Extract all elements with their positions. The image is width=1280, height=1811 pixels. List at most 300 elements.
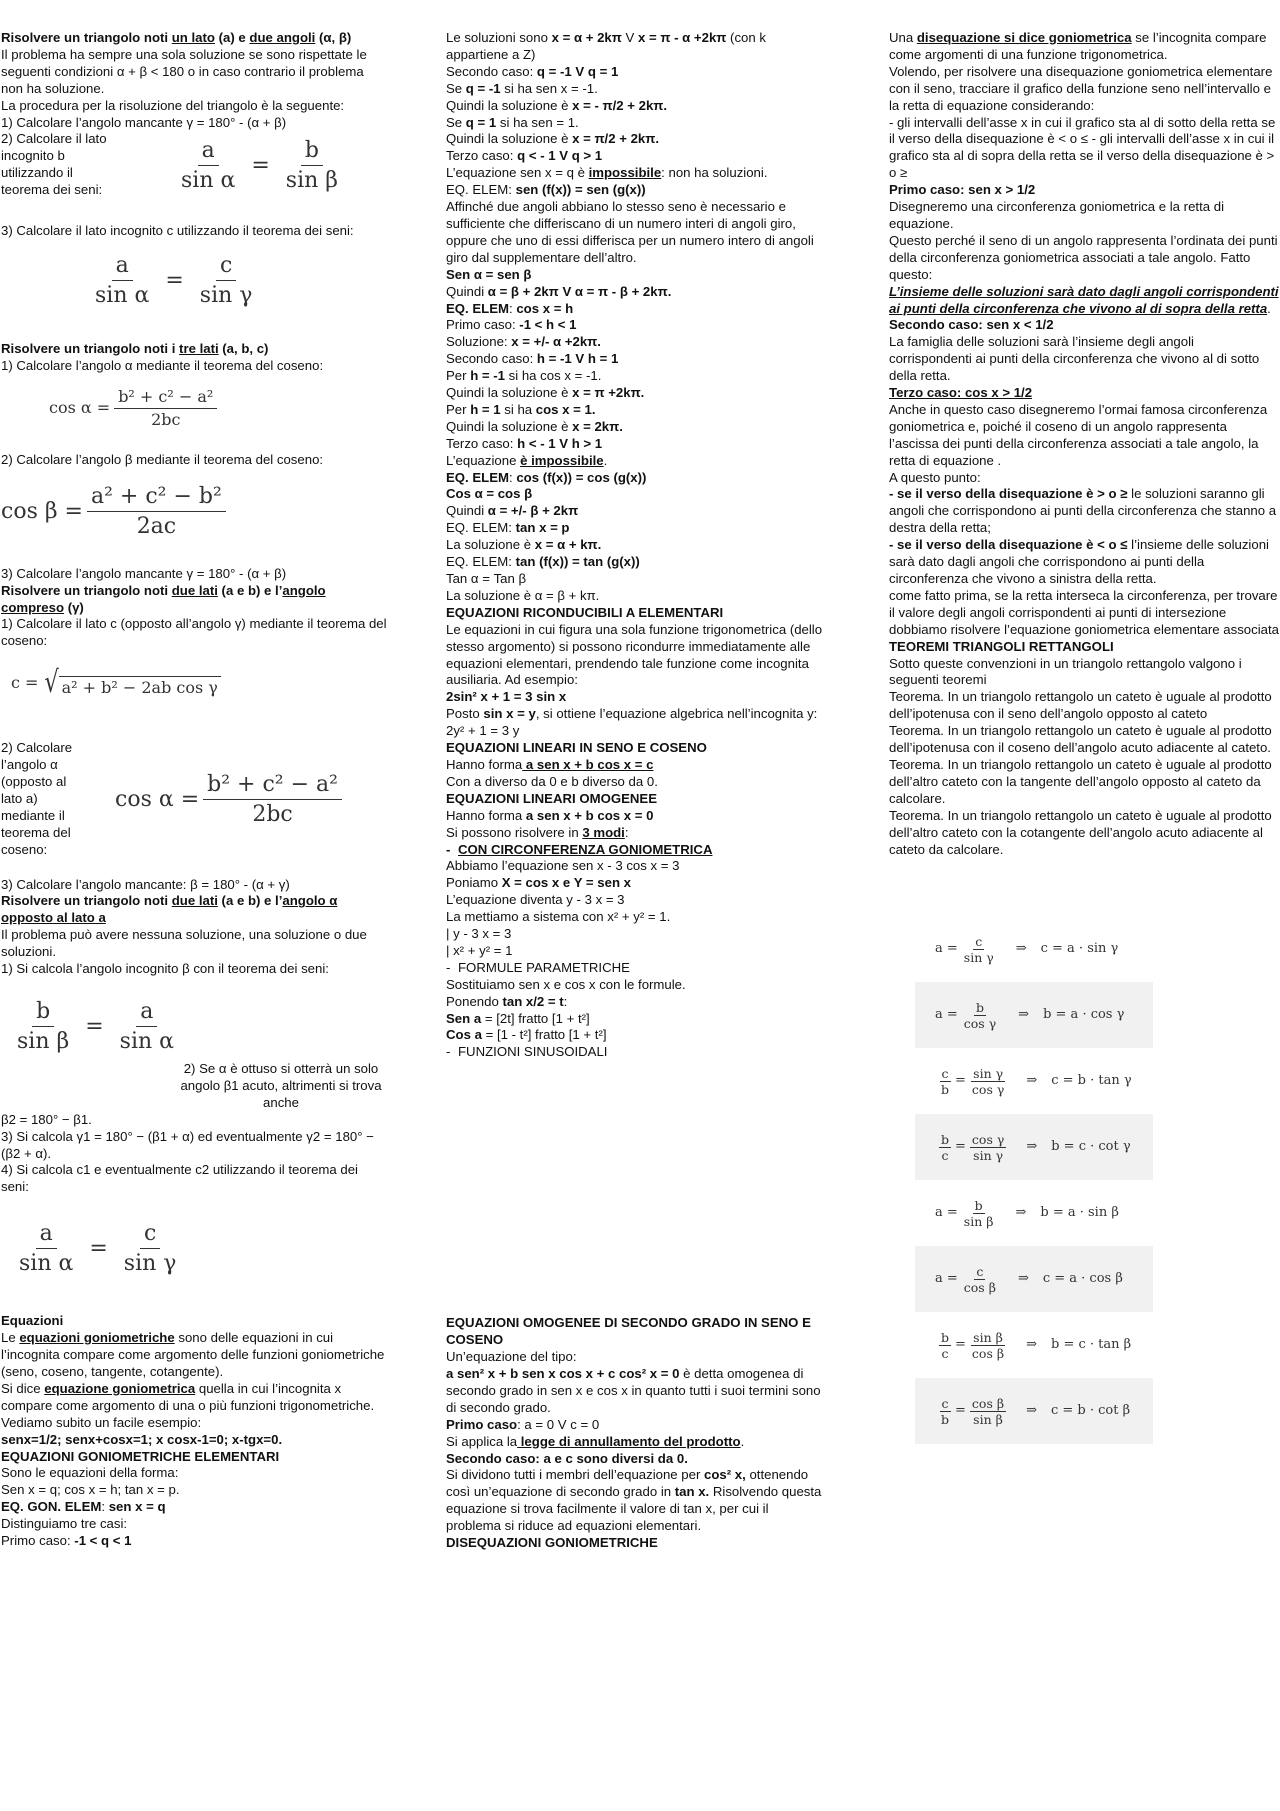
- text: = [1 - t²] fratto [1 + t²]: [481, 1027, 607, 1043]
- paragraph: Questo perché il seno di un angolo rappresenta l’ordinata dei punti della circonferenza goniometrica associati a tale angolo. Fatto questo:: [889, 232, 1278, 282]
- paragraph: [1, 1381, 389, 1432]
- text: EQ. ELEM:: [446, 520, 516, 536]
- paragraph: [446, 64, 826, 81]
- numerator: c: [975, 933, 983, 949]
- text: V: [621, 30, 638, 45]
- text: un lato: [171, 30, 215, 45]
- denominator: sin β: [285, 167, 339, 193]
- text: La soluzione è: [446, 537, 535, 553]
- paragraph: [1, 1533, 389, 1550]
- paragraph: Teorema. In un triangolo rettangolo un cateto è uguale al prodotto dell’altro cateto con la cotangente dell’angolo acuto adiacente al cateto da calcolare.: [889, 807, 1272, 857]
- paragraph: 3) Si calcola γ1 = 180° − (β1 + α) ed eventualmente γ2 = 180° − (β2 + α).: [1, 1128, 374, 1161]
- numerator: a: [198, 137, 219, 166]
- denominator: sin α: [19, 1251, 74, 1277]
- numerator: cos β: [971, 1395, 1005, 1411]
- fraction: [962, 1198, 996, 1229]
- paragraph: 2) Calcolare l’angolo α (opposto al lato a) mediante il teorema del coseno:: [1, 740, 73, 857]
- rhs: b = c · tan β: [1050, 1336, 1132, 1352]
- paragraph: Secondo caso: sen x < 1/2: [889, 317, 1054, 333]
- equals: =: [955, 1072, 966, 1088]
- text: ottenendo così un’equazione di secondo grado in: [446, 1467, 809, 1500]
- paragraph: Affinché due angoli abbiano lo stesso seno è necessario e sufficiente che differiscano di un numero interi di angoli giro, oppure che uno di essi differisca per un numero intero di angoli giro dal supplementare dell’altro.: [446, 199, 814, 265]
- text: impossibile: [588, 165, 662, 181]
- paragraph: β2 = 180° − β1.: [1, 1111, 92, 1127]
- fraction: [970, 1066, 1006, 1097]
- denominator: sin β: [17, 1029, 70, 1054]
- denominator: sin α: [95, 282, 150, 308]
- section-title: [1, 341, 389, 358]
- step-with-formula: [1, 740, 389, 858]
- text: Si dividono tutti i membri dell’equazione per: [446, 1467, 705, 1483]
- law-of-sines-formula: [11, 1220, 389, 1277]
- text: sen x = q: [108, 1499, 166, 1515]
- denominator: c: [941, 1345, 949, 1361]
- text: Terzo caso:: [446, 148, 518, 164]
- numerator: b: [301, 137, 323, 166]
- text: equazione goniometrica: [44, 1380, 196, 1396]
- section-title: EQUAZIONI OMOGENEE DI SECONDO GRADO IN SENO E COSENO: [446, 1315, 811, 1348]
- text: Risolvere un triangolo noti: [1, 30, 172, 45]
- text: x = α + kπ.: [534, 537, 602, 553]
- text: Ponendo: [446, 993, 503, 1009]
- text: EQ. ELEM: [446, 469, 510, 485]
- rhs: b = a · cos γ: [1043, 1006, 1125, 1022]
- step-with-formula: [1, 998, 389, 1055]
- implies-arrow: ⇒: [1017, 1270, 1029, 1286]
- denominator: sin γ: [199, 282, 253, 308]
- text: .: [740, 1433, 745, 1449]
- text: Soluzione:: [446, 334, 512, 350]
- text: Se: [446, 80, 466, 96]
- lhs: a =: [935, 1270, 958, 1286]
- law-of-sines-formula: [173, 137, 346, 194]
- paragraph: La mettiamo a sistema con x² + y² = 1.: [446, 909, 671, 925]
- text: :: [509, 469, 517, 485]
- step-with-formula: [1, 131, 389, 199]
- lhs-fraction: [939, 1066, 951, 1097]
- paragraph: 2) Calcolare il lato incognito b utilizzando il teorema dei seni:: [1, 131, 107, 198]
- text: tan x.: [674, 1484, 710, 1500]
- denominator: sin α: [181, 167, 236, 193]
- text: a sen x + b cos x = 0: [525, 807, 654, 823]
- fraction: [970, 1330, 1006, 1361]
- paragraph: Volendo, per risolvere una disequazione goniometrica elementare con il seno, tracciare il grafico della funzione seno nell’intervallo e la retta di equazione considerando:: [889, 63, 1273, 113]
- paragraph: 2sin² x + 1 = 3 sin x: [446, 689, 567, 705]
- paragraph: [446, 554, 826, 571]
- text: Quindi: [446, 503, 488, 519]
- text: EQ. ELEM:: [446, 182, 516, 198]
- carnot-formula: [11, 665, 389, 701]
- paragraph: [889, 486, 1279, 537]
- numerator: a: [36, 1220, 57, 1249]
- paragraph: [446, 1011, 826, 1028]
- lhs: cos α =: [115, 786, 200, 812]
- text: : non ha soluzioni.: [661, 165, 768, 181]
- text: : a = 0 V c = 0: [517, 1416, 600, 1432]
- paragraph: 3) Calcolare il lato incognito c utilizzando il teorema dei seni:: [1, 223, 354, 239]
- paragraph: [446, 419, 826, 436]
- equals: =: [955, 1138, 966, 1154]
- text: (a) e: [214, 30, 250, 45]
- lhs: cos α =: [49, 398, 111, 418]
- paragraph: [446, 182, 826, 199]
- paragraph: [446, 757, 826, 774]
- paragraph: [446, 385, 826, 402]
- denominator: 2ac: [136, 513, 177, 539]
- text: Una: [889, 30, 917, 45]
- paragraph: | x² + y² = 1: [446, 942, 513, 958]
- paragraph: 1) Si calcola l’angolo incognito β con il teorema dei seni:: [1, 961, 329, 977]
- paragraph: Distinguiamo tre casi:: [1, 1516, 128, 1532]
- equals: =: [165, 267, 184, 293]
- text: Si applica la: [446, 1433, 518, 1449]
- equals: =: [955, 1402, 966, 1418]
- text: :: [101, 1499, 109, 1515]
- text: FORMULE PARAMETRICHE: [458, 959, 630, 975]
- fraction: [970, 1396, 1006, 1427]
- section-title: EQUAZIONI LINEARI IN SENO E COSENO: [446, 740, 707, 756]
- formula-row: [915, 1048, 1153, 1114]
- section-title: Equazioni: [1, 1313, 64, 1329]
- text: a sen² x + b sen x cos x + c cos² x = 0: [446, 1366, 680, 1381]
- text: Posto: [446, 706, 484, 722]
- equals: =: [85, 1014, 104, 1039]
- text: Terzo caso:: [446, 435, 518, 451]
- bullet: -: [446, 959, 451, 975]
- bullet: -: [446, 1044, 451, 1060]
- paragraph: [446, 115, 826, 132]
- lhs: a =: [935, 1204, 958, 1220]
- text: (a e b) e l’: [217, 893, 283, 909]
- paragraph: Teorema. In un triangolo rettangolo un cateto è uguale al prodotto dell’ipotenusa con il seno dell’angolo opposto al cateto: [889, 689, 1272, 722]
- paragraph: [446, 301, 826, 318]
- text: sono delle equazioni in cui l’incognita compare come argomento delle funzioni goniometriche (seno, coseno, tangente, cotangente).: [1, 1330, 385, 1379]
- lhs: a =: [935, 1006, 958, 1022]
- paragraph: Sono le equazioni della forma:: [1, 1465, 179, 1481]
- text: (γ): [64, 599, 84, 615]
- paragraph: Primo caso: sen x > 1/2: [889, 182, 1036, 198]
- rhs: c = b · cot β: [1050, 1402, 1131, 1418]
- paragraph: [446, 30, 826, 64]
- paragraph: - gli intervalli dell’asse x in cui il grafico sta al di sotto della retta se il verso della disequazione è < o ≤ - gli intervalli dell’asse x in cui il grafico sta al di sopra della retta se il verso della disequazione è > o ≥: [889, 114, 1276, 181]
- paragraph: [446, 1366, 826, 1417]
- fraction: [962, 1000, 998, 1031]
- paragraph: Secondo caso: a e c sono diversi da 0.: [446, 1450, 688, 1466]
- column-2: [446, 30, 826, 1552]
- paragraph: 2y² + 1 = 3 y: [446, 723, 520, 739]
- text: h = -1 V h = 1: [536, 351, 619, 367]
- text: Primo caso:: [446, 317, 520, 333]
- column-3: [889, 30, 1279, 1444]
- formula-row: [915, 1312, 1153, 1378]
- column-1: [1, 30, 389, 1550]
- text: due lati: [171, 582, 218, 598]
- text: Risolvendo questa equazione si trova facilmente il valore di tan x, per cui il problema si riduce ad equazioni elementari.: [446, 1484, 822, 1534]
- text: Quindi la soluzione è: [446, 385, 573, 401]
- text: (a, b, c): [218, 340, 269, 356]
- text: x = α + 2kπ: [551, 30, 622, 45]
- rhs: b = a · sin β: [1040, 1204, 1119, 1220]
- paragraph: [446, 368, 826, 385]
- paragraph: [446, 436, 826, 453]
- text: - se il verso della disequazione è < o ≤: [889, 537, 1128, 553]
- rhs: c = b · tan γ: [1051, 1072, 1132, 1088]
- text: x = π +2kπ.: [572, 385, 645, 401]
- text: tan x = p: [515, 520, 570, 536]
- denominator: sin α: [119, 1029, 175, 1054]
- text: Si possono risolvere in: [446, 824, 583, 840]
- formula-row: [915, 1114, 1153, 1180]
- lhs: c =: [11, 673, 39, 693]
- denominator: cos γ: [971, 1081, 1005, 1097]
- radicand: a² + b² − 2ab cos γ: [59, 676, 221, 698]
- paragraph: [446, 808, 826, 825]
- paragraph: [446, 470, 826, 487]
- paragraph: senx=1/2; senx+cosx=1; x cosx-1=0; x-tgx=0.: [1, 1431, 283, 1447]
- paragraph: [446, 825, 826, 842]
- text: si ha: [500, 401, 536, 417]
- paragraph: Con a diverso da 0 e b diverso da 0.: [446, 773, 658, 789]
- denominator: cos γ: [963, 1015, 997, 1031]
- text: è impossibile: [520, 452, 604, 468]
- text: due angoli: [249, 30, 316, 45]
- lhs: cos β =: [1, 498, 83, 524]
- numerator: c: [941, 1065, 949, 1081]
- paragraph: Il problema può avere nessuna soluzione, una soluzione o due soluzioni.: [1, 927, 367, 960]
- implies-arrow: ⇒: [1015, 1204, 1027, 1220]
- denominator: sin β: [973, 1411, 1003, 1427]
- text: equazioni goniometriche: [19, 1330, 175, 1346]
- paragraph: [446, 1434, 826, 1451]
- text: L’equazione sen x = q è: [446, 165, 589, 181]
- lhs: a =: [935, 940, 958, 956]
- text: q = -1 V q = 1: [536, 63, 619, 79]
- implies-arrow: ⇒: [1026, 1072, 1038, 1088]
- text: Poniamo: [446, 875, 502, 891]
- text: cos (f(x)) = cos (g(x)): [516, 469, 647, 485]
- denominator: sin γ: [963, 949, 994, 965]
- paragraph: Il problema ha sempre una sola soluzione se sono rispettate le seguenti condizioni α + β < 180 o in caso contrario il problema non ha soluzione.: [1, 46, 367, 96]
- paragraph: [446, 520, 826, 537]
- section-title: EQUAZIONI RICONDUCIBILI A ELEMENTARI: [446, 604, 724, 620]
- paragraph: come fatto prima, se la retta interseca la circonferenza, per trovare il valore degli angoli corrispondenti ai punti di intersezione dobbiamo risolvere l’equazione goniometrica elementare associata: [889, 587, 1279, 637]
- text: tan x/2 = t: [502, 993, 564, 1009]
- paragraph: [446, 148, 826, 165]
- numerator: b: [32, 998, 54, 1027]
- numerator: c: [941, 1395, 949, 1411]
- text: Le soluzioni sono: [446, 30, 552, 45]
- paragraph: 1) Calcolare il lato c (opposto all’angolo γ) mediante il teorema del coseno:: [1, 616, 387, 649]
- text: X = cos x e Y = sen x: [501, 875, 631, 891]
- text: α = β + 2kπ V α = π - β + 2kπ.: [487, 283, 672, 299]
- text: .: [1267, 300, 1271, 316]
- text: 3 modi: [582, 824, 625, 840]
- paragraph: A questo punto:: [889, 469, 981, 485]
- text: q = -1: [465, 80, 501, 96]
- numerator: sin β: [973, 1329, 1003, 1345]
- paragraph: [446, 98, 826, 115]
- numerator: a: [136, 998, 157, 1027]
- text: l’insieme delle soluzioni sarà dato dagli angoli che corrispondono ai punti della circonferenza che vivono a sinistra della retta.: [889, 537, 1269, 586]
- paragraph: [446, 994, 826, 1011]
- text: Le: [1, 1330, 20, 1346]
- text: Per: [446, 368, 471, 384]
- denominator: b: [941, 1411, 950, 1427]
- text: angolo compreso: [1, 582, 326, 615]
- implies-arrow: ⇒: [1026, 1138, 1038, 1154]
- text: angolo α opposto al lato a: [1, 893, 338, 926]
- section-title: EQUAZIONI GONIOMETRICHE ELEMENTARI: [1, 1448, 280, 1464]
- law-of-cosines-formula: [1, 483, 389, 540]
- list-item: [446, 960, 826, 977]
- denominator: 2bc: [151, 409, 181, 429]
- formula-row: [915, 1378, 1153, 1444]
- paragraph: [446, 284, 826, 301]
- text: (a e b) e l’: [217, 582, 283, 598]
- text: Primo caso:: [1, 1533, 75, 1549]
- text: Quindi: [446, 283, 488, 299]
- paragraph: Terzo caso: cos x > 1/2: [889, 385, 1033, 401]
- paragraph: Sostituiamo sen x e cos x con le formule.: [446, 976, 686, 992]
- text: Risolvere un triangolo noti i: [1, 340, 180, 356]
- text: - se il verso della disequazione è > o ≥: [889, 486, 1128, 502]
- text: Per: [446, 401, 471, 417]
- paragraph: [446, 1417, 826, 1434]
- text: si ha sen = 1.: [496, 114, 579, 130]
- paragraph: [446, 131, 826, 148]
- text: x = +/- α +2kπ.: [511, 334, 601, 350]
- paragraph: La famiglia delle soluzioni sarà l’insieme degli angoli corrispondenti ai punti della circonferenza che vivono al di sotto della retta.: [889, 334, 1260, 384]
- paragraph: 4) Si calcola c1 e eventualmente c2 utilizzando il teorema dei seni:: [1, 1162, 358, 1195]
- paragraph: [1, 1330, 389, 1381]
- text: sen (f(x)) = sen (g(x)): [515, 182, 646, 198]
- section-title: [1, 893, 389, 927]
- fraction: [962, 934, 996, 965]
- numerator: c: [216, 252, 236, 281]
- lhs-fraction: [939, 1396, 951, 1427]
- text: EQ. GON. ELEM: [1, 1499, 102, 1515]
- paragraph: [446, 875, 826, 892]
- paragraph: Sen α = sen β: [446, 266, 532, 282]
- text: = [2t] fratto [1 + t²]: [481, 1010, 590, 1026]
- rhs: c = a · sin γ: [1040, 940, 1119, 956]
- formula-row: [915, 1180, 1153, 1246]
- text: x = 2kπ.: [572, 418, 623, 434]
- numerator: sin γ: [973, 1065, 1004, 1081]
- text: :: [509, 300, 517, 316]
- text: Secondo caso:: [446, 63, 537, 79]
- paragraph: [446, 402, 826, 419]
- text: L’insieme delle soluzioni sarà dato dagli angoli corrispondenti ai punti della circonferenza che vivono al di sopra della retta: [889, 283, 1279, 316]
- text: Risolvere un triangolo noti: [1, 582, 172, 598]
- text: -1 < h < 1: [519, 317, 577, 333]
- numerator: a² + c² − b²: [87, 483, 226, 512]
- text: .: [603, 452, 608, 468]
- sqrt-symbol: √: [44, 665, 60, 701]
- text: FUNZIONI SINUSOIDALI: [458, 1044, 608, 1060]
- right-triangle-formulas: [915, 916, 1153, 1444]
- text: :: [624, 824, 629, 840]
- denominator: b: [941, 1081, 950, 1097]
- text: disequazione si dice goniometrica: [916, 30, 1132, 45]
- numerator: b: [975, 999, 984, 1015]
- paragraph: [889, 537, 1279, 588]
- paragraph: 2) Calcolare l’angolo β mediante il teorema del coseno:: [1, 451, 324, 467]
- text: Primo caso: [446, 1416, 518, 1432]
- list-item: [446, 1044, 826, 1061]
- law-of-cosines-formula: [115, 771, 346, 828]
- paragraph: [446, 81, 826, 98]
- paragraph: Abbiamo l’equazione sen x - 3 cos x = 3: [446, 858, 680, 874]
- paragraph: Sotto queste convenzioni in un triangolo rettangolo valgono i seguenti teoremi: [889, 655, 1242, 688]
- implies-arrow: ⇒: [1026, 1336, 1037, 1352]
- section-title: [1, 30, 389, 47]
- numerator: a: [112, 252, 133, 281]
- section-title: DISEQUAZIONI GONIOMETRICHE: [446, 1535, 658, 1551]
- text: x = - π/2 + 2kπ.: [572, 97, 668, 113]
- fraction: [962, 1264, 998, 1295]
- paragraph: Disegneremo una circonferenza goniometrica e la retta di equazione.: [889, 199, 1224, 231]
- text: L’equazione: [446, 452, 521, 468]
- text: q = 1: [465, 114, 497, 130]
- text: Secondo caso:: [446, 351, 537, 367]
- text: h = -1: [470, 368, 505, 384]
- denominator: c: [941, 1147, 949, 1163]
- section-title: TEOREMI TRIANGOLI RETTANGOLI: [889, 638, 1114, 654]
- equals: =: [89, 1236, 108, 1262]
- paragraph: | y - 3 x = 3: [446, 926, 512, 942]
- numerator: c: [140, 1220, 160, 1249]
- text: Cos a: [446, 1027, 482, 1043]
- paragraph: Un’equazione del tipo:: [446, 1349, 577, 1365]
- text: α = +/- β + 2kπ: [487, 503, 579, 519]
- text: se l’incognita compare come argomenti di una funzione trigonometrica.: [889, 30, 1267, 62]
- text: q < - 1 V q > 1: [517, 148, 603, 164]
- formula-row: [915, 916, 1153, 982]
- numerator: c: [976, 1263, 984, 1279]
- formula-row: [915, 1246, 1153, 1312]
- formula-row: [915, 982, 1153, 1048]
- paragraph: [446, 453, 826, 470]
- paragraph: [889, 284, 1279, 318]
- law-of-sines-formula: [9, 998, 182, 1055]
- text: Se: [446, 114, 466, 130]
- implies-arrow: ⇒: [1026, 1402, 1037, 1418]
- paragraph: Teorema. In un triangolo rettangolo un cateto è uguale al prodotto dell’ipotenusa con il coseno dell’angolo acuto adiacente al cateto.: [889, 723, 1272, 756]
- paragraph: Sen x = q; cos x = h; tan x = p.: [1, 1482, 180, 1498]
- text: , si ottiene l’equazione algebrica nell’incognita y:: [535, 706, 818, 722]
- text: Quindi la soluzione è: [446, 131, 573, 147]
- paragraph: La soluzione è α = β + kπ.: [446, 587, 600, 603]
- paragraph: L’equazione diventa y - 3 x = 3: [446, 892, 625, 908]
- text: -1 < q < 1: [74, 1533, 132, 1549]
- numerator: b: [974, 1197, 983, 1213]
- denominator: cos β: [963, 1279, 996, 1295]
- text: le soluzioni saranno gli angoli che corrispondono ai punti della circonferenza che stanno a destra della retta;: [889, 486, 1277, 536]
- lhs-fraction: [939, 1132, 951, 1163]
- text: h = 1: [470, 401, 501, 417]
- text: due lati: [171, 893, 218, 909]
- numerator: b: [941, 1131, 950, 1147]
- text: Hanno forma: [446, 756, 523, 772]
- paragraph: Tan α = Tan β: [446, 571, 527, 586]
- paragraph: [446, 1467, 826, 1535]
- denominator: sin β: [963, 1213, 994, 1229]
- equals: =: [251, 152, 270, 178]
- text: cos² x,: [704, 1467, 746, 1483]
- paragraph: [1, 1499, 389, 1516]
- paragraph: Cos α = cos β: [446, 486, 533, 502]
